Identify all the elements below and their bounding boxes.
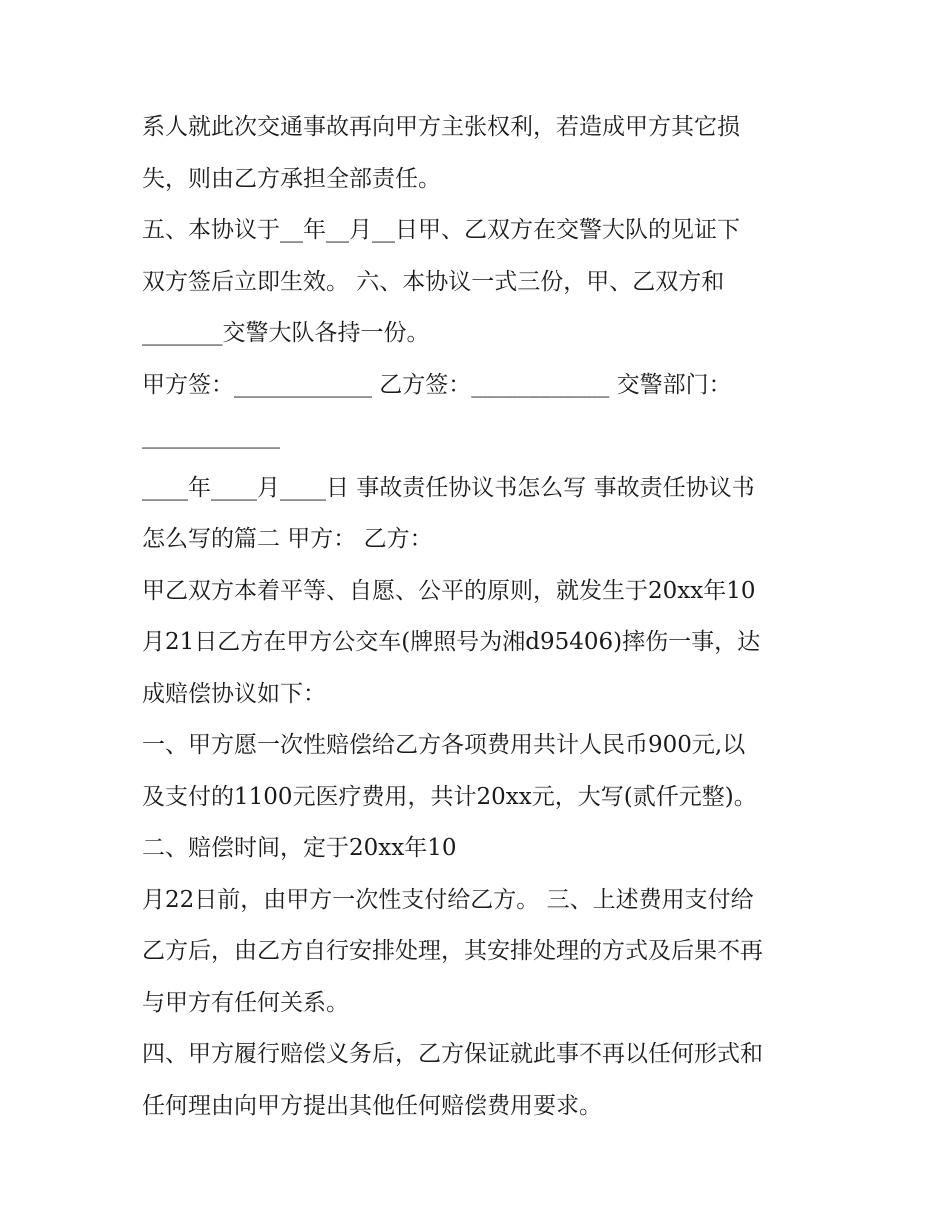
signature-blank: ____________	[142, 423, 280, 449]
clause-two-line: 二、赔偿时间，定于20xx年10	[142, 835, 457, 861]
text-line: 系人就此次交通事故再向甲方主张权利，若造成甲方其它损	[142, 114, 740, 140]
text-line: _______交警大队各持一份。	[142, 320, 430, 346]
text-line: 乙方后，由乙方自行安排处理，其安排处理的方式及后果不再	[142, 938, 763, 964]
clause-five-line: 五、本协议于__年__月__日甲、乙双方在交警大队的见证下	[142, 217, 740, 243]
text-line: 月21日乙方在甲方公交车(牌照号为湘d95406)摔伤一事，达	[142, 629, 761, 655]
text-line: 任何理由向甲方提出其他任何赔偿费用要求。	[142, 1092, 602, 1119]
text-line: 及支付的1100元医疗费用，共计20xx元，大写(贰仟元整)。	[142, 783, 757, 810]
document-body	[142, 102, 822, 1132]
clause-one-line: 一、甲方愿一次性赔偿给乙方各项费用共计人民币900元,以	[142, 732, 746, 758]
clause-six-line: 双方签后立即生效。 六、本协议一式三份，甲、乙双方和	[142, 268, 725, 295]
text-line: 甲乙双方本着平等、自愿、公平的原则，就发生于20xx年10	[142, 577, 756, 604]
text-line: 与甲方有任何关系。	[142, 989, 349, 1016]
text-line: 失，则由乙方承担全部责任。	[142, 165, 441, 192]
text-line: 月22日前，由甲方一次性支付给乙方。 三、上述费用支付给	[142, 886, 754, 913]
signature-line: 甲方签：____________ 乙方签：____________ 交警部门：	[142, 371, 732, 398]
clause-four-line: 四、甲方履行赔偿义务后，乙方保证就此事不再以任何形式和	[142, 1041, 763, 1067]
text-line: 成赔偿协议如下：	[142, 680, 326, 707]
parties-line: 怎么写的篇二 甲方： 乙方：	[142, 526, 433, 552]
date-line: ____年____月____日 事故责任协议书怎么写 事故责任协议书	[142, 474, 755, 501]
